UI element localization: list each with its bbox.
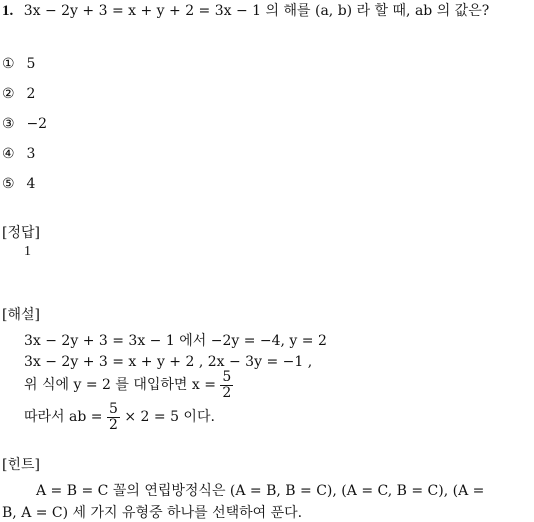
option-5[interactable] [2, 176, 35, 192]
option-2[interactable] [2, 86, 35, 102]
fraction-denominator: 2 [108, 416, 118, 433]
question-text: 3x − 2y + 3 = x + y + 2 = 3x − 1 의 해를 (a, b) 라 할 때, ab 의 값은? [23, 3, 490, 19]
option-4-value: 3 [26, 146, 36, 162]
option-3-mark: ③ [2, 116, 15, 132]
explanation-label: [해설] [2, 307, 40, 323]
option-3[interactable] [2, 116, 47, 132]
option-4[interactable] [2, 146, 35, 162]
question [2, 0, 489, 20]
option-5-mark: ⑤ [2, 176, 15, 192]
explanation-line-3-text: 위 식에 y = 2 를 대입하면 x = [24, 377, 216, 394]
hint-line-2: B, A = C) 세 가지 유형중 하나를 선택하여 푼다. [2, 505, 303, 521]
explanation-line-1: 3x − 2y + 3 = 3x − 1 에서 −2y = −4, y = 2 [24, 333, 327, 349]
fraction-numerator: 5 [222, 369, 232, 385]
explanation-line-4-text: 따라서 ab = [24, 409, 103, 426]
explanation-line-4 [24, 402, 215, 432]
question-number: 1. [2, 3, 14, 19]
option-2-mark: ② [2, 86, 15, 102]
hint-line-1: A = B = C 꼴의 연립방정식은 (A = B, B = C), (A = C, B = C), (A = [36, 483, 485, 499]
explanation-line-3 [24, 370, 233, 400]
option-1-mark: ① [2, 56, 15, 72]
hint-label: [힌트] [2, 457, 40, 473]
option-3-value: −2 [26, 116, 48, 132]
explanation-line-3-fraction [220, 370, 233, 400]
fraction-numerator: 5 [108, 401, 118, 417]
option-2-value: 2 [26, 86, 36, 102]
option-4-mark: ④ [2, 146, 15, 162]
option-1[interactable] [2, 56, 35, 72]
explanation-line-4-suffix: × 2 = 5 이다. [124, 409, 215, 426]
option-5-value: 4 [26, 176, 36, 192]
explanation-line-2: 3x − 2y + 3 = x + y + 2 , 2x − 3y = −1 , [24, 354, 313, 370]
option-1-value: 5 [26, 56, 36, 72]
answer-value: 1 [24, 244, 31, 259]
fraction-denominator: 2 [222, 384, 232, 401]
answer-label: [정답] [2, 225, 40, 241]
explanation-line-4-fraction [107, 402, 120, 432]
